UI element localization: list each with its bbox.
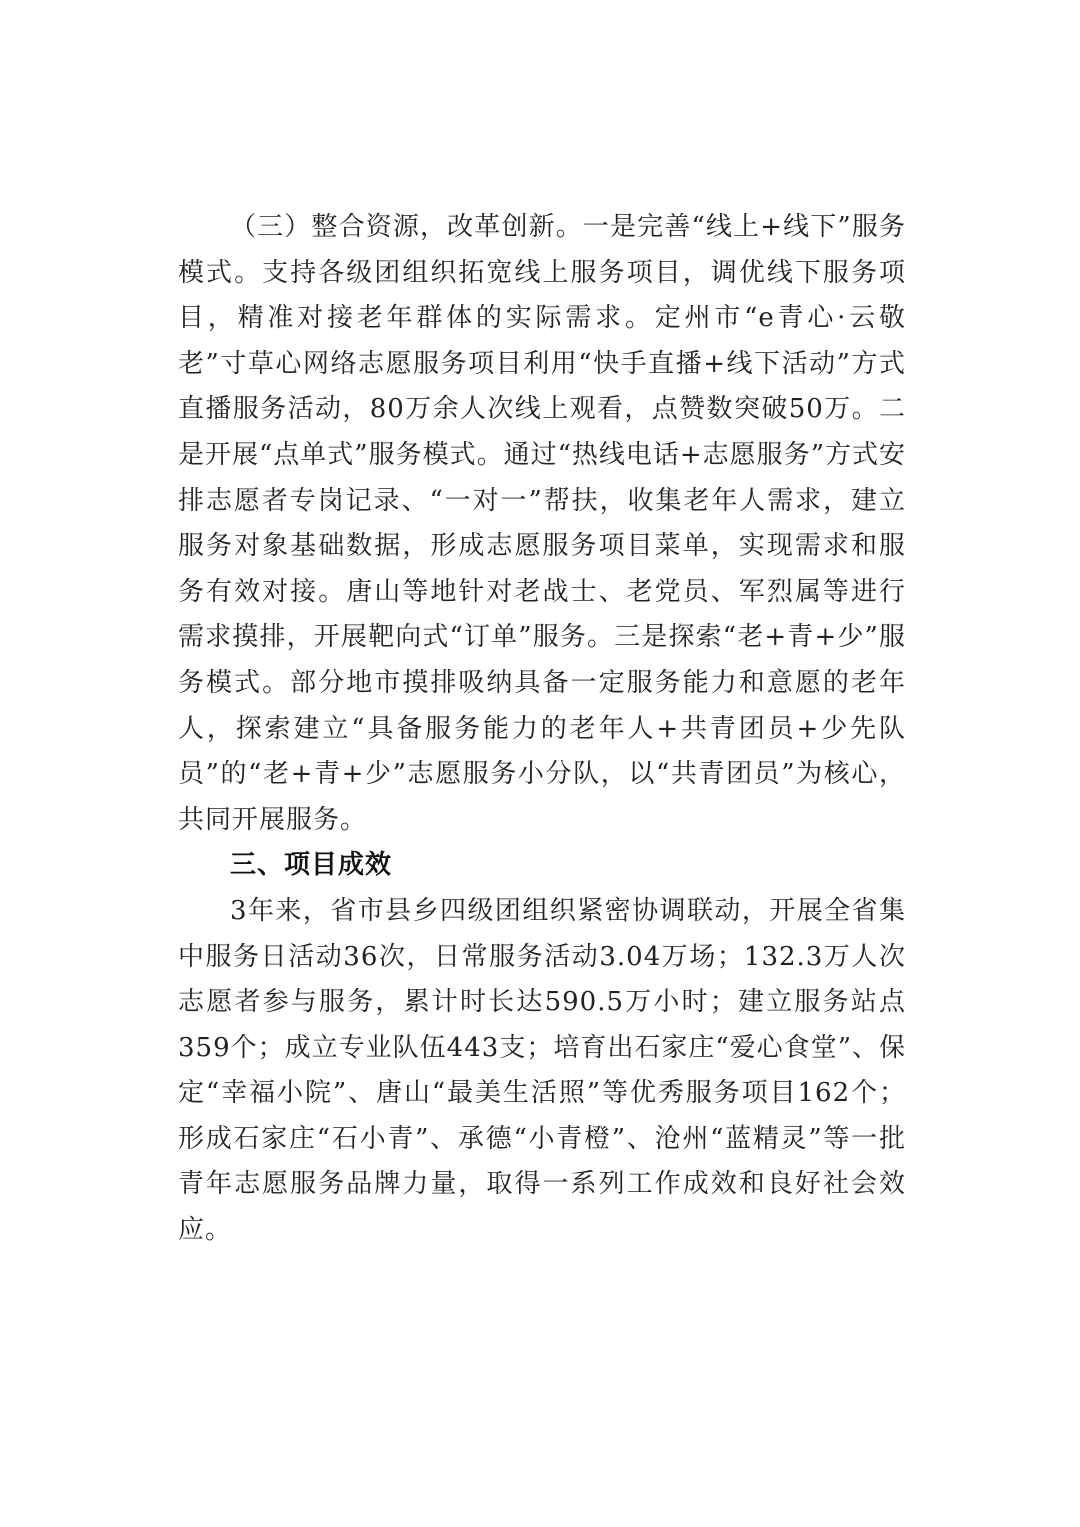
section-heading-project-results: 三、项目成效 — [230, 850, 393, 881]
document-body — [178, 205, 906, 1254]
paragraph-project-results: 3年来，省市县乡四级团组织紧密协调联动，开展全省集中服务日活动36次，日常服务活动3.04万场；132.3万人次志愿者参与服务，累计时长达590.5万小时；建立服务站点359个；成立专业队伍443支；培育出石家庄“爱心食堂”、保定“幸福小院”、唐山“最美生活照”等优秀服务项目162个；形成石家庄“石小青”、承德“小青橙”、沧州“蓝精灵”等一批青年志愿服务品牌力量，取得一系列工作成效和良好社会效应。 — [178, 895, 906, 1246]
paragraph-resource-integration: （三）整合资源，改革创新。一是完善“线上+线下”服务模式。支持各级团组织拓宽线上服务项目，调优线下服务项目，精准对接老年群体的实际需求。定州市“e青心·云敬老”寸草心网络志愿服务项目利用“快手直播+线下活动”方式直播服务活动，80万余人次线上观看，点赞数突破50万。二是开展“点单式”服务模式。通过“热线电话+志愿服务”方式安排志愿者专岗记录、“一对一”帮扶，收集老年人需求，建立服务对象基础数据，形成志愿服务项目菜单，实现需求和服务有效对接。唐山等地针对老战士、老党员、军烈属等进行需求摸排，开展靶向式“订单”服务。三是探索“老+青+少”服务模式。部分地市摸排吸纳具备一定服务能力和意愿的老年人，探索建立“具备服务能力的老年人+共青团员+少先队员”的“老+青+少”志愿服务小分队，以“共青团员”为核心，共同开展服务。 — [178, 212, 906, 835]
